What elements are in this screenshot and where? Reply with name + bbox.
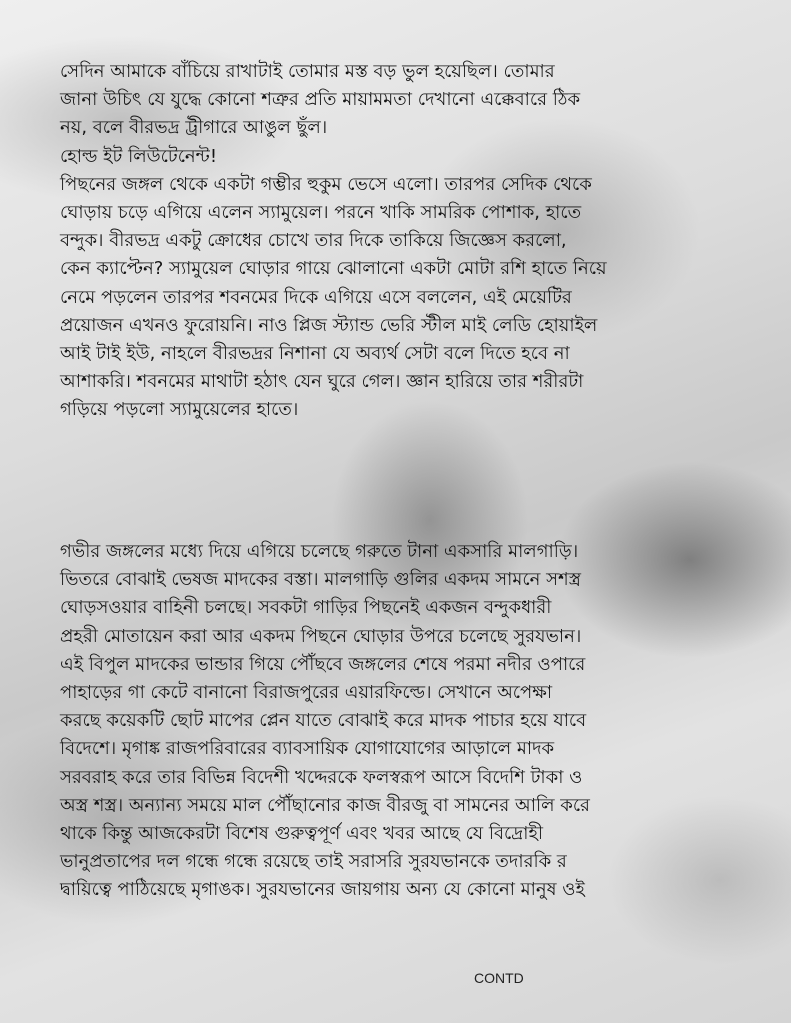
- story-paragraph-1: সেদিন আমাকে বাঁচিয়ে রাখাটাই তোমার মস্ত বড় ভুল হয়েছিল। তোমার জানা উচিৎ যে যুদ্ধে কোনো শত্রুর প্রতি মায়ামমতা দেখানো এক্কেবারে ঠিক নয়, বলে বীরভদ্র ট্রীগারে আঙুল ছুঁল। হোল্ড ইট লিউটেনেন্ট! পিছনের জঙ্গল থেকে একটা গম্ভীর হুকুম ভেসে এলো। তারপর সেদিক থেকে ঘোড়ায় চড়ে এগিয়ে এলেন স্যামুয়েল। পরনে খাকি সামরিক পোশাক, হাতে বন্দুক। বীরভদ্র একটু ক্রোধের চোখে তার দিকে তাকিয়ে জিজ্ঞেস করলো, কেন ক্যাপ্টেন? স্যামুয়েল ঘোড়ার গায়ে ঝোলানো একটা মোটা রশি হাতে নিয়ে নেমে পড়লেন তারপর শবনমের দিকে এগিয়ে এসে বললেন, এই মেয়েটির প্রয়োজন এখনও ফুরোয়নি। নাও প্লিজ স্ট্যান্ড ভেরি স্টীল মাই লেডি হোয়াইল আই টাই ইউ, নাহলে বীরভদ্রর নিশানা যে অব্যর্থ সেটা বলে দিতে হবে না আশাকরি। শবনমের মাথাটা হঠাৎ যেন ঘুরে গেল। জ্ঞান হারিয়ে তার শরীরটা গড়িয়ে পড়লো স্যামুয়েলের হাতে।: [60, 61, 607, 421]
- story-paragraph-2: গভীর জঙ্গলের মধ্যে দিয়ে এগিয়ে চলেছে গরুতে টানা একসারি মালগাড়ি। ভিতরে বোঝাই ভেষজ মাদকের বস্তা। মালগাড়ি গুলির একদম সামনে সশস্ত্র ঘোড়সওয়ার বাহিনী চলছে। সবকটা গাড়ির পিছনেই একজন বন্দুকধারী প্রহরী মোতায়েন করা আর একদম পিছনে ঘোড়ার উপরে চলেছে সুরযভান। এই বিপুল মাদকের ভান্ডার গিয়ে পৌঁছবে জঙ্গলের শেষে পরমা নদীর ওপারে পাহাড়ের গা কেটে বানানো বিরাজপুরের এয়ারফিল্ডে। সেখানে অপেক্ষা করছে কয়েকটি ছোট মাপের প্লেন যাতে বোঝাই করে মাদক পাচার হয়ে যাবে বিদেশে। মৃগাঙ্ক রাজপরিবারের ব্যাবসায়িক যোগাযোগের আড়ালে মাদক সরবরাহ করে তার বিভিন্ন বিদেশী খদ্দেরকে ফলস্বরূপ আসে বিদেশি টাকা ও অস্ত্র শস্ত্র। অন্যান্য সময়ে মাল পৌঁছানোর কাজ বীরজু বা সামনের আলি করে থাকে কিন্তু আজকেরটা বিশেষ গুরুত্বপূর্ণ এবং খবর আছে যে বিদ্রোহী ভানুপ্রতাপের দল গন্ধে গন্ধে রয়েছে তাই সরাসরি সুরযভানকে তদারকি র দ্বায়িত্বে পাঠিয়েছে মৃগাঙক। সুরযভানের জায়গায় অন্য যে কোনো মানুষ ওই: [60, 541, 590, 901]
- continued-marker: CONTD: [474, 970, 524, 986]
